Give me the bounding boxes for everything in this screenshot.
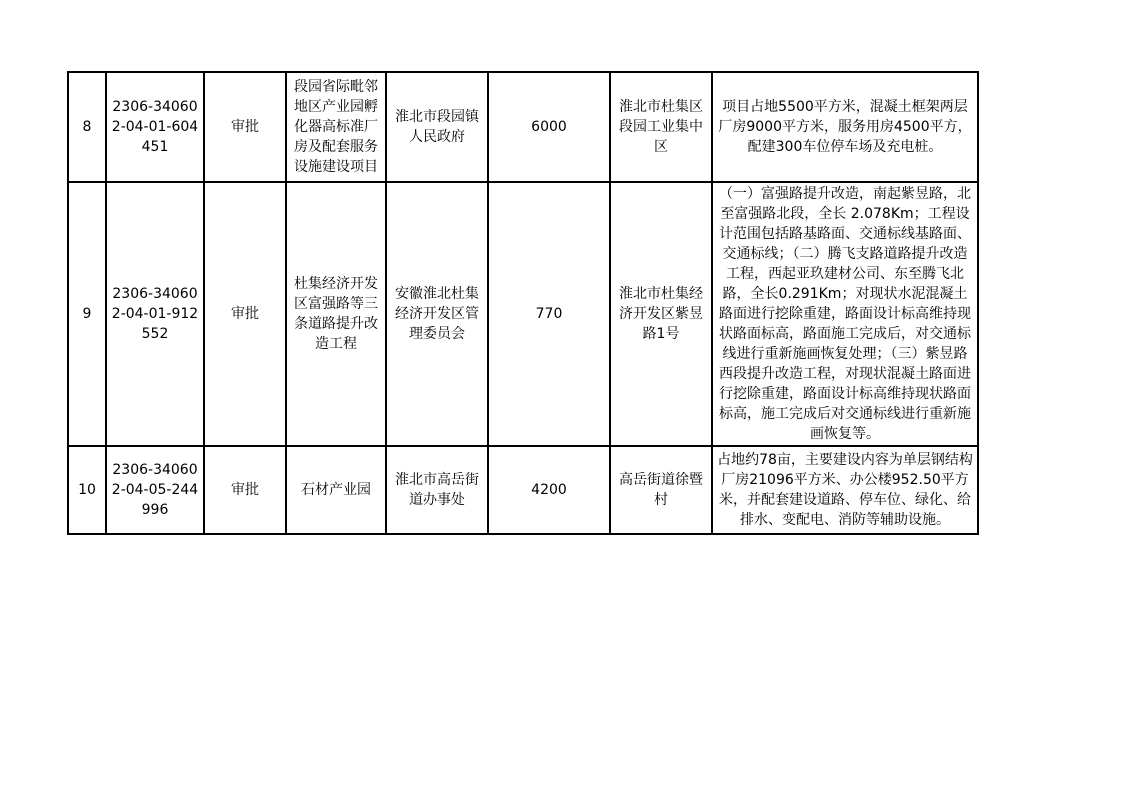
project-code: 2306-340602-04-05-244996: [106, 446, 204, 534]
row-number: 10: [68, 446, 106, 534]
row-number: 9: [68, 182, 106, 446]
approval-type: 审批: [204, 182, 286, 446]
project-unit: 淮北市段园镇人民政府: [386, 72, 488, 182]
project-name: 段园省际毗邻地区产业园孵化器高标准厂房及配套服务设施建设项目: [286, 72, 386, 182]
project-table: [67, 71, 979, 535]
investment-amount: 770: [488, 182, 610, 446]
project-location: 高岳街道徐暨村: [610, 446, 712, 534]
project-code: 2306-340602-04-01-912552: [106, 182, 204, 446]
table-row: [68, 182, 978, 446]
project-unit: 淮北市高岳街道办事处: [386, 446, 488, 534]
project-code: 2306-340602-04-01-604451: [106, 72, 204, 182]
table-row: [68, 72, 978, 182]
row-number: 8: [68, 72, 106, 182]
construction-content: （一）富强路提升改造，南起紫昱路，北至富强路北段，全长 2.078Km；工程设计范围包括路基路面、交通标线基路面、交通标线；（二）腾飞支路道路提升改造工程，西起亚玖建材公司、东至腾飞北路，全长0.291Km；对现状水泥混凝土路面进行挖除重建，路面设计标高维持现状路面标高，路面施工完成后，对交通标线进行重新施画恢复处理；（三）紫昱路西段提升改造工程，对现状混凝土路面进行挖除重建，路面设计标高维持现状路面标高，施工完成后对交通标线进行重新施画恢复等。: [719, 186, 971, 442]
approval-type: 审批: [204, 446, 286, 534]
project-location: 淮北市杜集区段园工业集中区: [610, 72, 712, 182]
investment-amount: 6000: [488, 72, 610, 182]
approval-type: 审批: [204, 72, 286, 182]
project-unit: 安徽淮北杜集经济开发区管理委员会: [386, 182, 488, 446]
investment-amount: 4200: [488, 446, 610, 534]
construction-content: 项目占地5500平方米，混凝土框架两层厂房9000平方米，服务用房4500平方，配建300车位停车场及充电桩。: [712, 72, 978, 182]
table-row: [68, 446, 978, 534]
construction-content-cell: [712, 182, 978, 446]
construction-content: 占地约78亩，主要建设内容为单层钢结构厂房21096平方米、办公楼952.50平方米，并配套建设道路、停车位、绿化、给排水、变配电、消防等辅助设施。: [712, 446, 978, 534]
project-name: 石材产业园: [286, 446, 386, 534]
project-location: 淮北市杜集经济开发区紫昱路1号: [610, 182, 712, 446]
project-name: 杜集经济开发区富强路等三条道路提升改造工程: [286, 182, 386, 446]
